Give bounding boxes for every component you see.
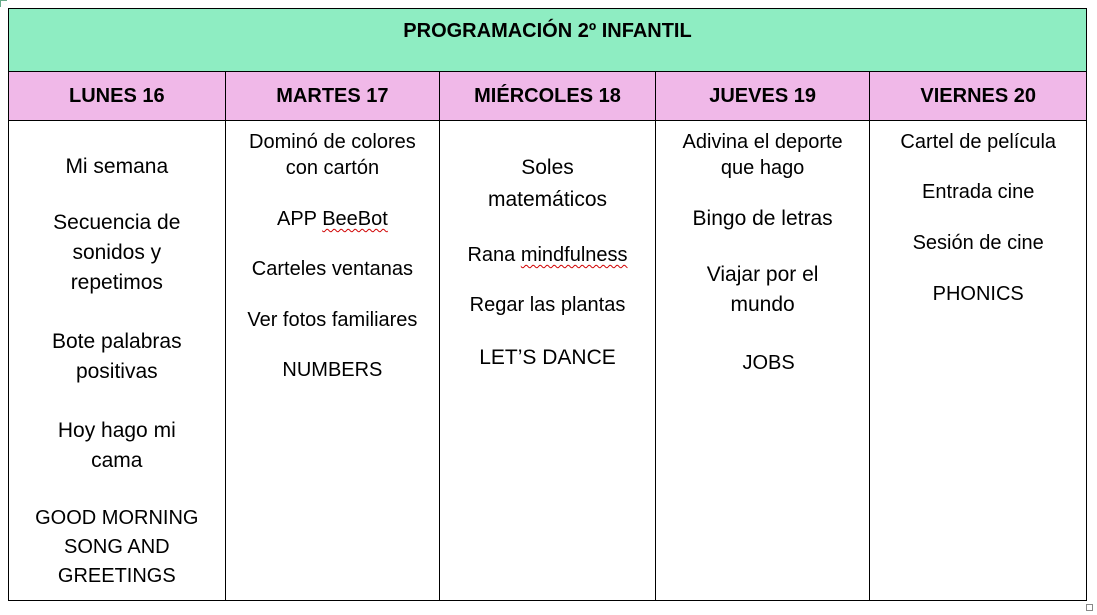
day-header-martes: MARTES 17 [226, 72, 441, 120]
activities-jueves [656, 120, 871, 600]
activity-item [440, 242, 655, 268]
activity-line: cama [91, 449, 143, 472]
activity-item [870, 230, 1086, 256]
activity-line: SONG AND [64, 536, 170, 558]
spellcheck-flagged-word: mindfulness [520, 244, 628, 266]
table-title: PROGRAMACIÓN 2º INFANTIL [9, 9, 1086, 72]
activity-text: APP [276, 208, 323, 230]
resize-handle[interactable] [1086, 604, 1093, 611]
day-header-row [9, 72, 1086, 121]
activities-miercoles [440, 120, 656, 600]
activity-item [440, 292, 655, 318]
day-header-lunes: LUNES 16 [9, 72, 226, 120]
activity-line: Secuencia de [53, 211, 181, 234]
activity-line: LET’S DANCE [479, 346, 616, 369]
activity-item [9, 208, 225, 298]
anchor-marker [0, 0, 7, 7]
activity-line: matemáticos [487, 188, 608, 211]
day-header-miercoles: MIÉRCOLES 18 [440, 72, 656, 120]
activity-line: Sesión de cine [912, 232, 1044, 254]
activity-item [656, 260, 870, 320]
activity-item [226, 256, 440, 282]
activity-item [226, 307, 440, 333]
activity-line: mundo [730, 293, 795, 316]
activities-lunes [9, 120, 226, 600]
activity-text: Rana [467, 244, 521, 266]
spellcheck-flagged-word: BeeBot [322, 208, 388, 230]
activity-line: que hago [720, 157, 805, 179]
activity-item [9, 327, 225, 387]
activity-item [440, 343, 655, 373]
activity-line: Carteles ventanas [251, 258, 413, 280]
activity-item [226, 129, 440, 181]
activity-item [226, 206, 440, 232]
activity-line: Hoy hago mi [57, 419, 176, 442]
activity-line: Ver fotos familiares [247, 309, 418, 331]
activity-line: repetimos [70, 271, 163, 294]
activity-item [9, 504, 225, 591]
activity-line: Bingo de letras [692, 207, 833, 230]
activity-line: sonidos y [72, 241, 162, 264]
activities-martes [226, 120, 441, 600]
activity-item [9, 416, 225, 476]
activity-item [440, 152, 655, 216]
activity-line: Viajar por el [706, 263, 819, 286]
activity-line: GOOD MORNING [35, 507, 199, 529]
activity-item [870, 129, 1086, 155]
activities-row [9, 120, 1086, 600]
activity-line: positivas [75, 360, 158, 383]
activity-line: Entrada cine [922, 181, 1035, 203]
activity-item [656, 350, 870, 376]
activity-item [656, 204, 870, 234]
day-header-jueves: JUEVES 19 [656, 72, 871, 120]
schedule-table [8, 8, 1087, 601]
activity-item [656, 129, 870, 181]
activity-line: con cartón [285, 157, 380, 179]
day-header-viernes: VIERNES 20 [870, 72, 1086, 120]
activity-item [870, 281, 1086, 307]
activity-line: Dominó de colores [249, 131, 416, 153]
activity-line: Adivina el deporte [682, 131, 843, 153]
activity-item [9, 152, 225, 182]
activity-line: Cartel de película [900, 131, 1057, 153]
activity-line: Soles [521, 156, 574, 179]
activity-line: Bote palabras [52, 330, 182, 353]
activity-line: NUMBERS [282, 359, 383, 381]
activity-line: PHONICS [932, 283, 1024, 305]
activities-viernes [870, 120, 1086, 600]
activity-line: JOBS [742, 352, 795, 374]
activity-item [870, 179, 1086, 205]
activity-line: Mi semana [65, 155, 169, 178]
activity-line: Regar las plantas [469, 294, 626, 316]
activity-line: GREETINGS [57, 565, 176, 587]
activity-item [226, 357, 440, 383]
